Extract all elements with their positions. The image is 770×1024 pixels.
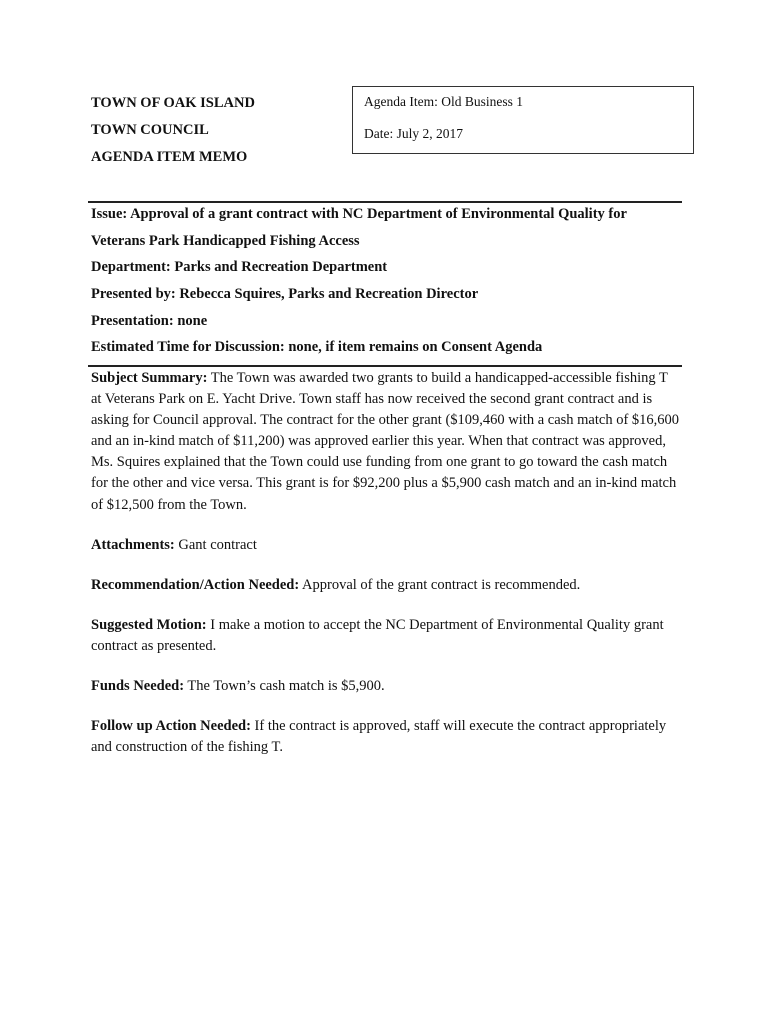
department-line: Department: Parks and Recreation Department bbox=[91, 259, 388, 276]
subject-summary-label: Subject Summary: bbox=[91, 370, 208, 386]
agenda-date-field: Date: July 2, 2017 bbox=[364, 126, 463, 141]
presented-by-line: Presented by: Rebecca Squires, Parks and Recreation Director bbox=[91, 286, 479, 303]
agenda-info-box bbox=[352, 86, 694, 154]
presentation-line: Presentation: none bbox=[91, 312, 208, 329]
recommendation-label: Recommendation/Action Needed: bbox=[91, 576, 300, 593]
attachments-text: Gant contract bbox=[174, 536, 257, 553]
follow-up-text: If the contract is approved, staff will execute the contract appropriately and construction of the fishing T. bbox=[91, 718, 667, 756]
memo-body bbox=[91, 368, 681, 758]
issue-line-1: Issue: Approval of a grant contract with NC Department of Environmental Quality for bbox=[91, 206, 627, 222]
agenda-item-field: Agenda Item: Old Business 1 bbox=[364, 94, 523, 109]
suggested-motion bbox=[91, 615, 681, 657]
attachments bbox=[91, 535, 681, 556]
subject-summary bbox=[91, 368, 681, 516]
recommendation bbox=[91, 575, 681, 596]
follow-up-label: Follow up Action Needed: bbox=[91, 718, 251, 735]
memo-title: AGENDA ITEM MEMO bbox=[91, 149, 248, 165]
recommendation-text: Approval of the grant contract is recommended. bbox=[299, 576, 581, 593]
funds-needed-text: The Town’s cash match is $5,900. bbox=[184, 678, 385, 695]
suggested-motion-text: I make a motion to accept the NC Department of Environmental Quality grant contract as presented. bbox=[91, 616, 664, 654]
bottom-divider bbox=[88, 365, 682, 367]
council-name: TOWN COUNCIL bbox=[91, 122, 209, 138]
follow-up-action bbox=[91, 716, 681, 758]
subject-summary-text: The Town was awarded two grants to build a handicapped-accessible fishing T at Veterans Park on E. Yacht Drive. Town staff has now received the second grant contract and is asking for Council approval. The contract for the other grant ($109,460 with a cash match of $16,600 and an in-kind match of $11,200) was approved earlier this year. When that contract was approved, Ms. Squires explained that the Town could use funding from one grant to go toward the cash match for the other and vice versa. This grant is for $92,200 plus a $5,900 cash match and an in-kind match of $12,500 from the Town. bbox=[91, 370, 680, 513]
memo-header bbox=[91, 93, 255, 174]
town-name: TOWN OF OAK ISLAND bbox=[91, 95, 255, 111]
estimated-time-line: Estimated Time for Discussion: none, if item remains on Consent Agenda bbox=[91, 339, 543, 356]
suggested-motion-label: Suggested Motion: bbox=[91, 616, 207, 633]
attachments-label: Attachments: bbox=[91, 536, 175, 553]
issue-line-2: Veterans Park Handicapped Fishing Access bbox=[91, 232, 360, 249]
funds-needed-label: Funds Needed: bbox=[91, 678, 185, 695]
funds-needed bbox=[91, 676, 681, 697]
issue-block bbox=[91, 203, 691, 363]
